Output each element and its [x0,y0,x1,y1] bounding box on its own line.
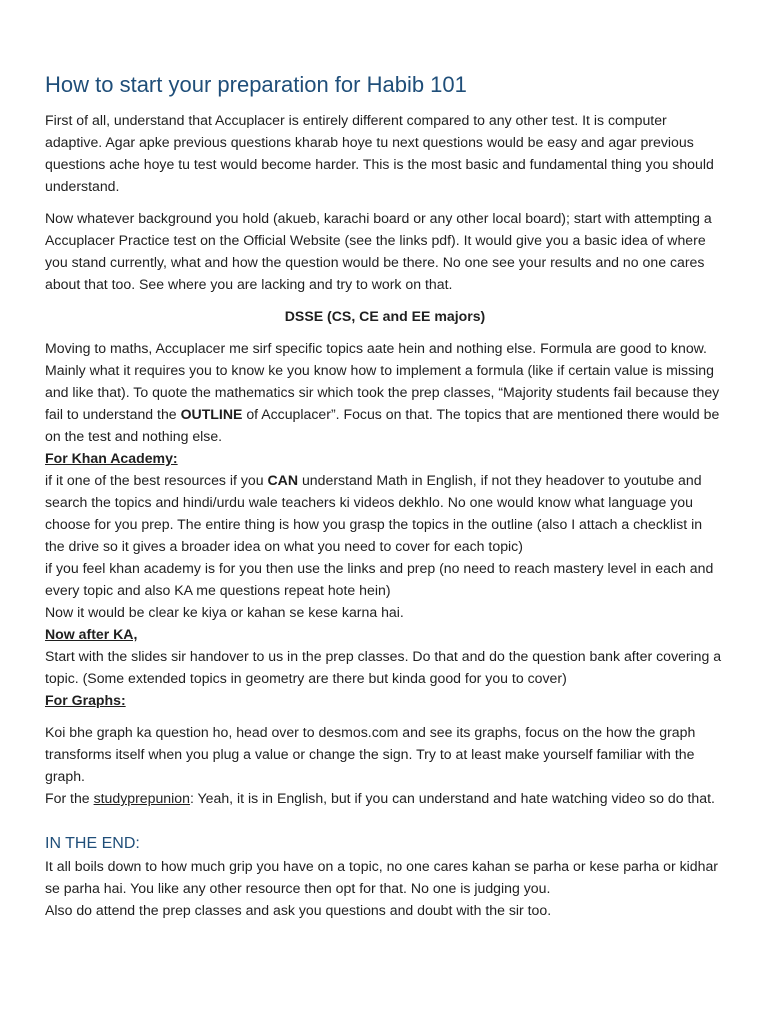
khan-text-end: understand Math in English, if not they headover to youtube and search the topics and hindi/urdu wale teachers ki videos dekhlo. No one would know what language you choose for you prep. The entire thing is how you grasp the topics in the outline (also I attach a checklist in the drive so it gives a broader idea on what you need to cover for each topic) [45,472,703,554]
studyprepunion-text-start: For the [45,790,94,806]
graphs-heading: For Graphs: [45,692,126,708]
intro-paragraph-2: Now whatever background you hold (akueb, karachi board or any other local board); start with attempting a Accuplacer Practice test on the Official Website (see the links pdf). It would give you a basic idea of where you stand currently, what and how the question would be there. No one see your results and no one cares about that too. See where you are lacking and try to work on that. [45,210,712,292]
graphs-paragraph: Koi bhe graph ka question ho, head over to desmos.com and see its graphs, focus on the how the graph transforms itself when you plug a value or change the sign. Try to at least make yourself familiar with the graph. [45,724,696,784]
khan-academy-heading: For Khan Academy: [45,450,178,466]
khan-paragraph-3: Now it would be clear ke kiya or kahan se kese karna hai. [45,604,404,620]
maths-text-start: Moving to maths, Accuplacer me sirf specific topics aate hein and nothing else. Formula are good to know. Mainly what it requires you to know ke you know how to implement a formula (like if certain value is missing and like that). To quote the mathematics sir which took the prep classes, “Majority students fail because they fail to understand the [45,340,720,422]
khan-paragraph-1 [45,469,725,557]
end-paragraph-1: It all boils down to how much grip you have on a topic, no one cares kahan se parha or kese parha or kidhar se parha hai. You like any other resource then opt for that. No one is judging you. [45,858,718,896]
studyprepunion-text-end: : Yeah, it is in English, but if you can understand and hate watching video so do that. [189,790,715,806]
khan-text-start: if it one of the best resources if you [45,472,268,488]
studyprepunion-link[interactable]: studyprepunion [93,790,190,806]
outline-emphasis: OUTLINE [180,406,243,422]
end-paragraph-2: Also do attend the prep classes and ask you questions and doubt with the sir too. [45,902,552,918]
document-page [45,70,725,921]
in-the-end-heading: IN THE END: [45,835,140,852]
khan-paragraph-2: if you feel khan academy is for you then use the links and prep (no need to reach mastery level in each and every topic and also KA me questions repeat hote hein) [45,560,714,598]
studyprepunion-paragraph [45,787,725,809]
intro-paragraph-1: First of all, understand that Accuplacer is entirely different compared to any other test. It is computer adaptive. Agar apke previous questions kharab hoye tu next questions would be easy and agar previous questions ache hoye tu test would become harder. This is the most basic and fundamental thing you should understand. [45,112,714,194]
dsse-heading: DSSE (CS, CE and EE majors) [284,308,486,324]
page-title: How to start your preparation for Habib 101 [45,72,467,97]
after-ka-paragraph: Start with the slides sir handover to us in the prep classes. Do that and do the question bank after covering a topic. (Some extended topics in geometry are there but kinda good for you to cover) [45,648,722,686]
maths-paragraph [45,337,725,447]
can-emphasis: CAN [267,472,299,488]
maths-text-end: of Accuplacer”. Focus on that. The topics that are mentioned there would be on the test and nothing else. [45,406,720,444]
after-ka-heading: Now after KA, [45,626,138,642]
